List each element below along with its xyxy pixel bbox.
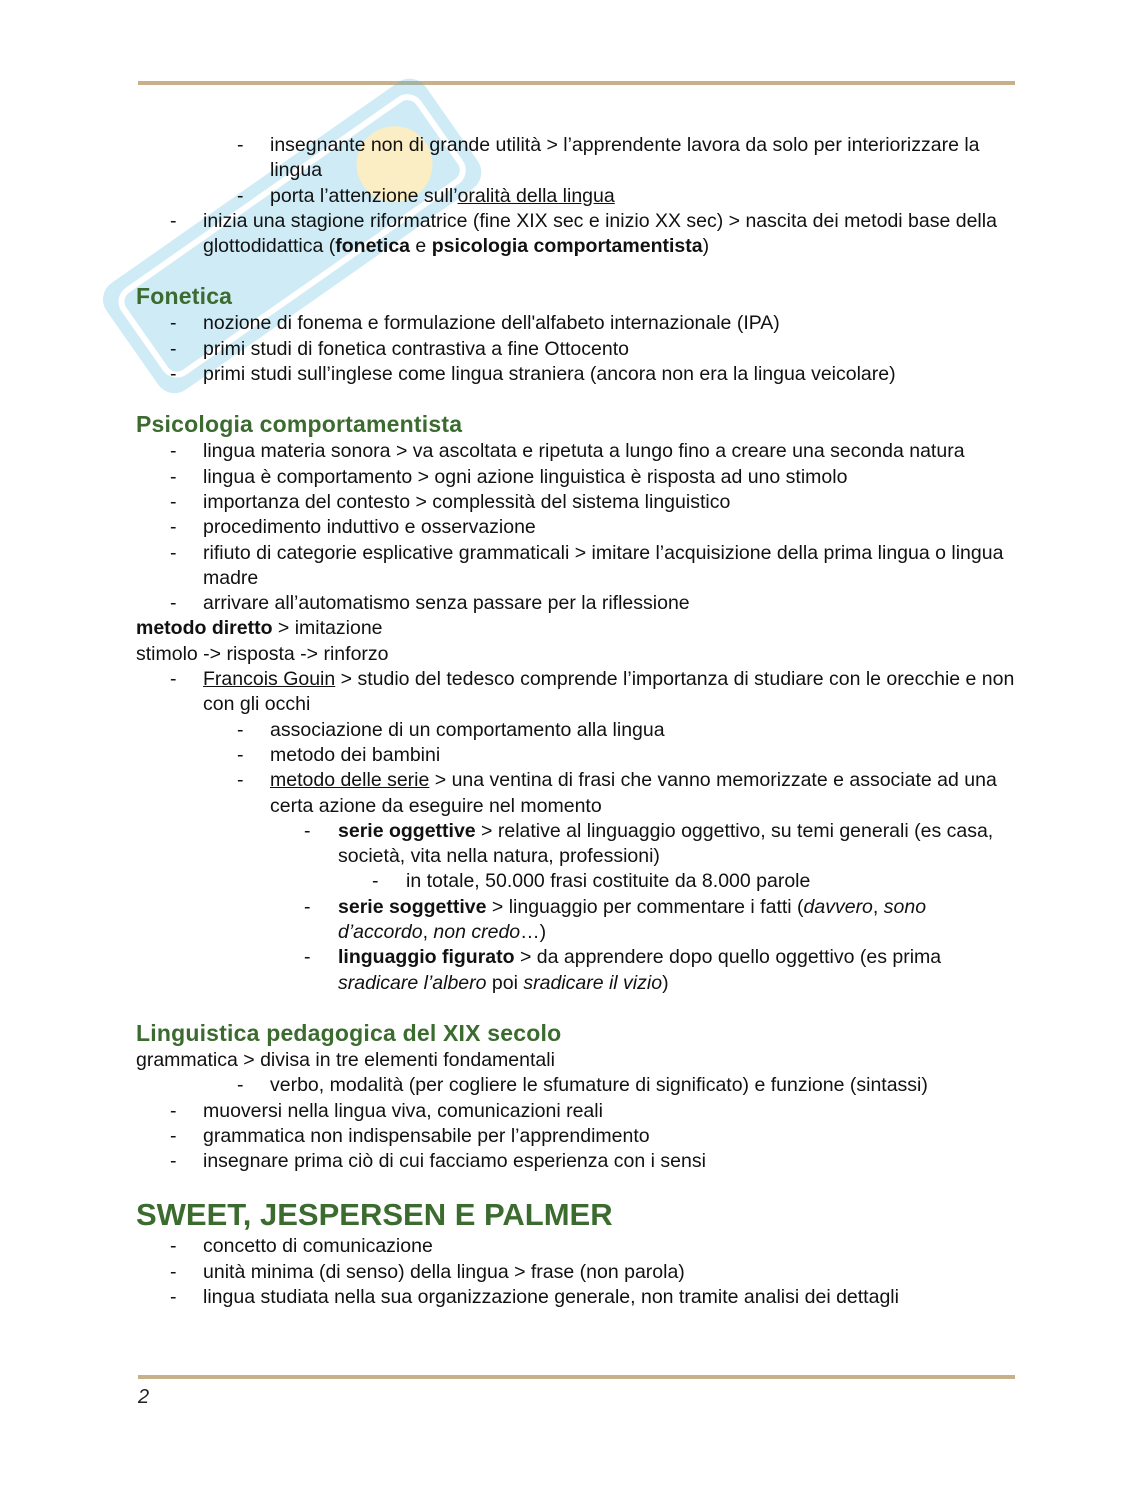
list-item: - importanza del contesto > complessità del sistema linguistico [170, 490, 731, 513]
list-item: - serie oggettive > relative al linguaggio oggettivo, su temi generali (es casa, società, vita nella natura, professioni) [304, 819, 994, 868]
list-item: - concetto di comunicazione [170, 1235, 433, 1258]
list-item: - Francois Gouin > studio del tedesco comprende l’importanza di studiare con le orecchie e non con gli occhi [170, 668, 1015, 716]
footer-rule [138, 1375, 1015, 1379]
list-item: - rifiuto di categorie esplicative grammaticali > imitare l’acquisizione della prima lingua o lingua madre [170, 541, 1004, 589]
document-body [136, 133, 1016, 1310]
list-item: - verbo, modalità (per cogliere le sfumature di significato) e funzione (sintassi) [237, 1074, 928, 1097]
list-item: - arrivare all’automatismo senza passare per la riflessione [170, 592, 690, 615]
list-item: - primi studi di fonetica contrastiva a fine Ottocento [170, 337, 629, 360]
page-number: 2 [138, 1386, 150, 1408]
list-item: - metodo dei bambini [237, 743, 441, 766]
list-item: - lingua è comportamento > ogni azione linguistica è risposta ad uno stimolo [170, 465, 848, 488]
chapter-heading-sweet: SWEET, JESPERSEN E PALMER [136, 1197, 613, 1233]
section-heading-linguistica: Linguistica pedagogica del XIX secolo [136, 1019, 562, 1046]
list-item: - in totale, 50.000 frasi costituite da 8.000 parole [372, 870, 811, 893]
list-item: - insegnare prima ciò di cui facciamo esperienza con i sensi [170, 1150, 706, 1173]
section-heading-fonetica: Fonetica [136, 283, 233, 310]
paragraph: metodo diretto > imitazione [136, 617, 383, 640]
list-item: - grammatica non indispensabile per l’apprendimento [170, 1124, 650, 1147]
list-item: - serie soggettive > linguaggio per commentare i fatti (davvero, sono d’accordo, non credo…) [304, 895, 927, 944]
list-item: - unità minima (di senso) della lingua > frase (non parola) [170, 1260, 685, 1283]
list-item: - primi studi sull’inglese come lingua straniera (ancora non era la lingua veicolare) [170, 363, 896, 386]
list-item: - metodo delle serie > una ventina di frasi che vanno memorizzate e associate ad una certa azione da eseguire nel momento [237, 769, 997, 817]
list-item: - nozione di fonema e formulazione dell'alfabeto internazionale (IPA) [170, 312, 780, 335]
list-item: - lingua materia sonora > va ascoltata e ripetuta a lungo fino a creare una seconda natura [170, 440, 965, 463]
list-item: - insegnante non di grande utilità > l’apprendente lavora da solo per interiorizzare la lingua [237, 134, 980, 182]
list-item: - lingua studiata nella sua organizzazione generale, non tramite analisi dei dettagli [170, 1285, 899, 1308]
list-item: - inizia una stagione riformatrice (fine XIX sec e inizio XX sec) > nascita dei metodi base della glottodidattica (fonetica e psicologia comportamentista) [170, 209, 997, 258]
paragraph: grammatica > divisa in tre elementi fondamentali [136, 1048, 555, 1071]
list-item: - muoversi nella lingua viva, comunicazioni reali [170, 1099, 603, 1122]
list-item: - porta l’attenzione sull’oralità della lingua [237, 184, 615, 207]
list-item: - associazione di un comportamento alla lingua [237, 718, 665, 741]
paragraph: stimolo -> risposta -> rinforzo [136, 642, 389, 665]
list-item: - procedimento induttivo e osservazione [170, 516, 536, 539]
section-heading-psicologia: Psicologia comportamentista [136, 411, 463, 438]
list-item: - linguaggio figurato > da apprendere dopo quello oggettivo (es prima sradicare l’albero poi sradicare il vizio) [304, 946, 942, 994]
